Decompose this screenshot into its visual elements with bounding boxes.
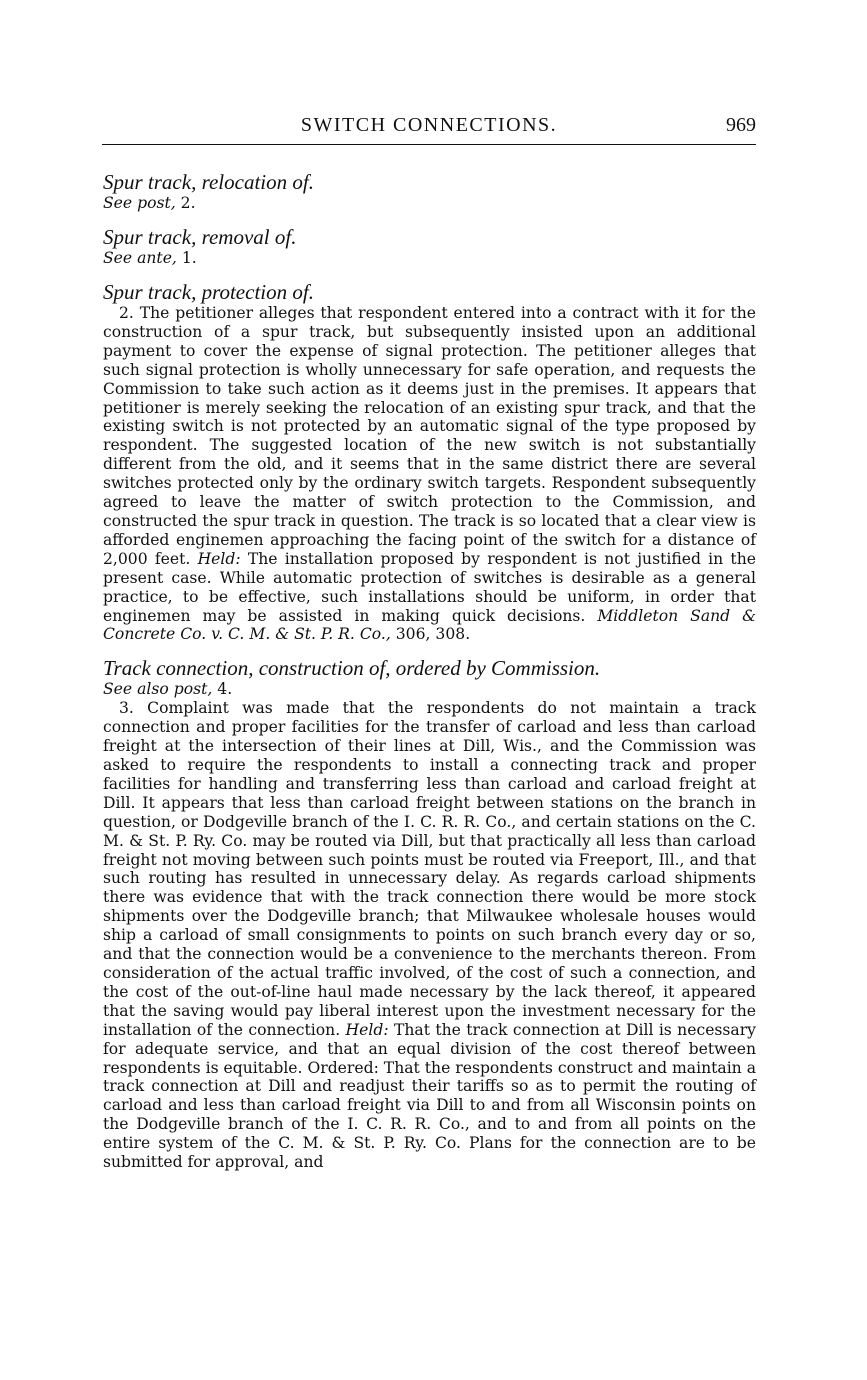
page-number: 969 <box>726 114 756 136</box>
cross-reference <box>103 680 756 699</box>
section-heading: Spur track, protection of. <box>103 280 314 304</box>
case-citation: Middleton Sand & Concrete Co. v. C. M. & St. P. R. Co., <box>103 606 756 644</box>
holding-text: The installation proposed by respondent is not justified in the present case. While automatic protection of switches is desirable as a general practice, to be effective, such installations should be uniform, in order that enginemen may be assisted in making quick decisions. <box>103 549 756 625</box>
paragraph-text: 2. The petitioner alleges that respondent entered into a contract with it for the construction of a spur track, but subsequently insisted upon an additional payment to cover the expense of signal protection. The petitioner alleges that such signal protection is wholly unnecessary for safe operation, and requests the Commission to take such action as it deems just in the premises. It appears that petitioner is merely seeking the relocation of an existing spur track, and that the existing switch is not protected by an automatic signal of the type proposed by respondent. The suggested location of the new switch is not substantially different from the old, and it seems that in the same district there are several switches protected only by the ordinary switch targets. Respondent subsequently agreed to leave the matter of switch protection to the Commission, and constructed the spur track in question. The track is so located that a clear view is afforded enginemen approaching the facing point of the switch for a distance of 2,000 feet. <box>103 304 756 568</box>
page-body <box>103 170 756 1172</box>
paragraph-text: 3. Complaint was made that the respondents do not maintain a track connection and proper facilities for the transfer of carload and less than carload freight at the intersection of their lines at Dill, Wis., and the Commission was asked to require the respondents to install a connecting track and proper facilities for handling and transferring less than carload and carload freight at Dill. It appears that less than carload freight between stations on the branch in question, or Dodgeville branch of the I. C. R. R. Co., and certain stations on the C. M. & St. P. Ry. Co. may be routed via Dill, but that practically all less than carload freight not moving between such points must be routed via Freeport, Ill., and that such routing has resulted in unnecessary delay. As regards carload shipments there was evidence that with the track connection there would be more stock shipments over the Dodgeville branch; that Milwaukee wholesale houses would ship a carload of small consignments to points on such branch every day or so, and that the connection would be a convenience to the merchants thereon. From consideration of the actual traffic involved, of the cost of such a connection, and the cost of the out-of-line haul made necessary by the lack thereof, it appeared that the saving would pay liberal interest upon the investment necessary for the installation of the connection. <box>103 699 756 1039</box>
section-heading: Spur track, removal of. <box>103 225 297 249</box>
holding-text: That the track connection at Dill is necessary for adequate service, and that an equal division of the cost thereof between respondents is equitable. Ordered: That the respondents construct and maintain a track connection at Dill and readjust their tariffs so as to permit the routing of carload and less than carload freight via Dill to and from all Wisconsin points on the Dodgeville branch of the I. C. R. R. Co., and to and from all points on the entire system of the C. M. & St. P. Ry. Co. Plans for the connection are to be submitted for approval, and <box>103 1020 756 1172</box>
section-heading: Spur track, relocation of. <box>103 170 314 194</box>
section-heading: Track connection, construction of, ordered by Commission. <box>103 656 601 681</box>
held-label: Held: <box>197 549 241 568</box>
digest-paragraph <box>103 304 756 644</box>
cross-reference-label: See ante, <box>103 249 177 267</box>
cross-reference <box>103 249 756 268</box>
citation-pages: 306, 308. <box>390 625 471 644</box>
cross-reference <box>103 194 756 213</box>
page-header <box>102 114 756 145</box>
digest-paragraph <box>103 699 756 1172</box>
held-label: Held: <box>345 1020 389 1039</box>
cross-reference-label: See post, <box>103 194 176 212</box>
cross-reference-target: 2. <box>175 194 196 212</box>
cross-reference-target: 4. <box>212 680 233 699</box>
cross-reference-target: 1. <box>176 249 197 267</box>
running-title: SWITCH CONNECTIONS. <box>300 114 558 136</box>
cross-reference-label: See also post, <box>103 680 213 699</box>
